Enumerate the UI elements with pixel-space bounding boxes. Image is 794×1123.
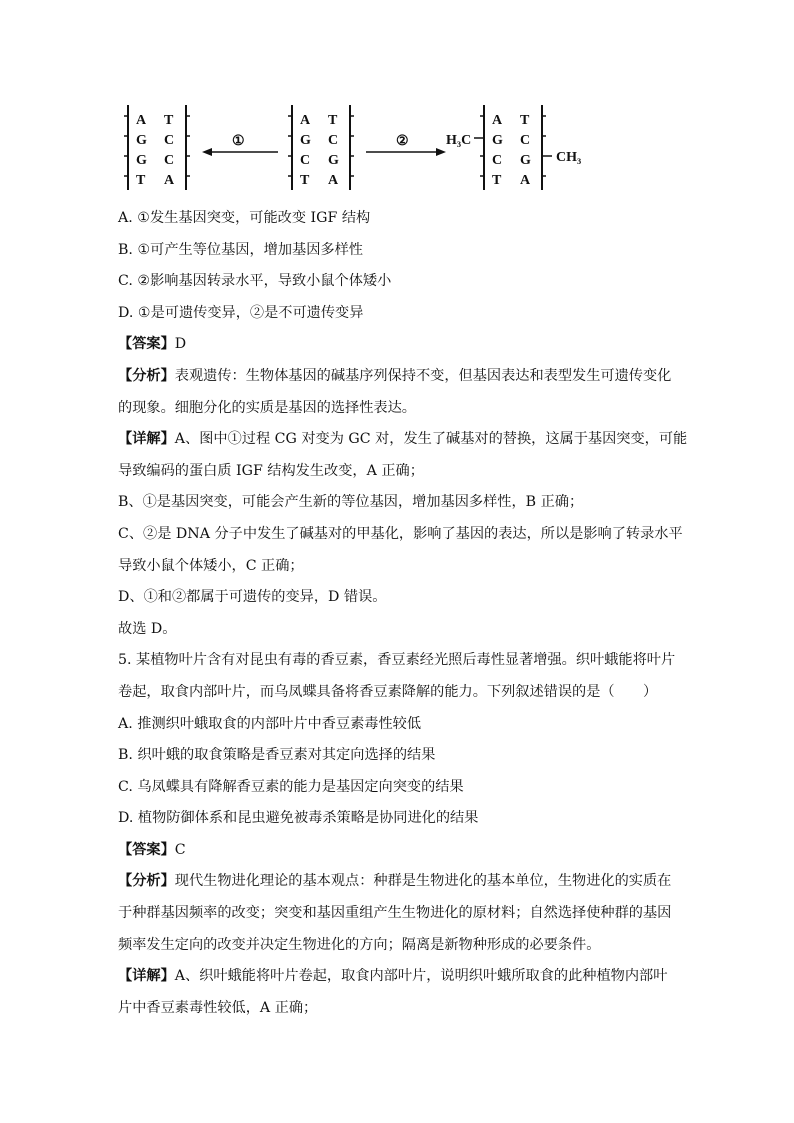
base-label: C [164,133,175,148]
base-label: G [136,133,147,148]
q5-stem-cont: 卷起，取食内部叶片，而乌凤蝶具备将香豆素降解的能力。下列叙述错误的是（ ） [118,683,658,700]
base-label: G [136,153,147,168]
q4-detail-c-cont: 导致小鼠个体矮小，C 正确； [118,557,304,574]
methyl-right-label: CH₃ [556,150,582,165]
base-label: T [300,173,310,188]
q4-detail [118,424,688,456]
q4-conclusion: 故选 D。 [118,620,177,637]
q5-stem: 5. 某植物叶片含有对昆虫有毒的香豆素，香豆素经光照后毒性显著增强。织叶蛾能将叶片 [118,652,676,669]
base-label: G [300,133,311,148]
base-label: T [492,173,502,188]
dna-segment-left [124,105,190,190]
base-label: G [328,153,339,168]
analysis-text: 表观遗传：生物体基因的碱基序列保持不变，但基因表达和表型发生可遗传变化 [174,367,672,384]
arrowhead-right-icon [436,148,446,156]
dna-segment-methylated [446,105,581,190]
analysis-tag: 【分析】 [118,367,175,384]
base-label: T [164,113,174,128]
q4-answer [118,329,678,361]
answer-value: D [174,336,187,353]
dna-segment-middle [288,105,354,190]
base-label: C [492,153,503,168]
arrowhead-left-icon [202,148,212,156]
base-label: T [136,173,146,188]
q5-analysis-cont-2: 频率发生定向的改变并决定生物进化的方向；隔离是新物种形成的必要条件。 [118,936,601,953]
q4-option-a: A. ①发生基因突变，可能改变 IGF 结构 [118,210,371,226]
base-label: A [328,173,339,188]
base-label: T [328,113,338,128]
q5-option-a: A. 推测织叶蛾取食的内部叶片中香豆素毒性较低 [118,715,422,732]
answer-value: C [174,841,186,858]
q5-analysis [118,866,678,898]
detail-text: A、织叶蛾能将叶片卷起，取食内部叶片，说明织叶蛾所取食的此种植物内部叶 [174,968,668,985]
dna-methylation-figure [110,100,610,196]
base-label: G [492,133,503,148]
base-label: T [520,113,530,128]
q4-option-c: C. ②影响基因转录水平，导致小鼠个体矮小 [118,273,392,290]
base-label: C [300,153,311,168]
base-label: C [328,133,339,148]
q4-detail-cont: 导致编码的蛋白质 IGF 结构发生改变，A 正确； [118,462,424,479]
q5-analysis-cont-1: 于种群基因频率的改变；突变和基因重组产生生物进化的原材料；自然选择使种群的基因 [118,905,672,922]
q4-detail-b: B、①是基因突变，可能会产生新的等位基因，增加基因多样性，B 正确； [118,494,584,511]
question-content [118,203,688,1024]
base-label: G [520,153,531,168]
q4-detail-c: C、②是 DNA 分子中发生了碱基对的甲基化，影响了基因的表达，所以是影响了转录水平 [118,525,683,542]
answer-tag: 【答案】 [118,336,175,353]
q4-analysis-cont: 的现象。细胞分化的实质是基因的选择性表达。 [118,399,416,416]
arrow-process-1 [202,134,278,156]
base-label: A [164,173,175,188]
analysis-tag: 【分析】 [118,873,175,890]
methyl-left-label: H₃C [446,133,472,148]
base-label: C [164,153,175,168]
detail-tag: 【详解】 [118,968,175,985]
q5-option-d: D. 植物防御体系和昆虫避免被毒杀策略是协同进化的结果 [118,810,479,827]
base-label: A [300,113,311,128]
base-label: A [136,113,147,128]
q4-detail-d: D、①和②都属于可遗传的变异，D 错误。 [118,589,387,606]
arrow-process-2 [366,134,446,156]
answer-tag: 【答案】 [118,841,175,858]
arrow-2-label: ② [396,134,409,149]
arrow-1-label: ① [232,134,245,149]
q4-analysis [118,361,678,393]
base-label: A [492,113,503,128]
detail-text: A、图中①过程 CG 对变为 GC 对，发生了碱基对的替换，这属于基因突变，可能 [174,431,688,448]
base-label: C [520,133,531,148]
q4-option-d: D. ①是可遗传变异，②是不可遗传变异 [118,304,364,321]
q5-option-b: B. 织叶蛾的取食策略是香豆素对其定向选择的结果 [118,747,436,764]
q5-answer [118,835,678,867]
base-label: A [520,173,531,188]
analysis-text: 现代生物进化理论的基本观点：种群是生物进化的基本单位，生物进化的实质在 [174,873,672,890]
dna-diagram [110,100,610,196]
q5-detail-cont: 片中香豆素毒性较低，A 正确； [118,999,318,1016]
q5-option-c: C. 乌凤蝶具有降解香豆素的能力是基因定向突变的结果 [118,778,464,795]
detail-tag: 【详解】 [118,431,175,448]
q5-detail [118,961,678,993]
q4-option-b: B. ①可产生等位基因，增加基因多样性 [118,241,363,258]
